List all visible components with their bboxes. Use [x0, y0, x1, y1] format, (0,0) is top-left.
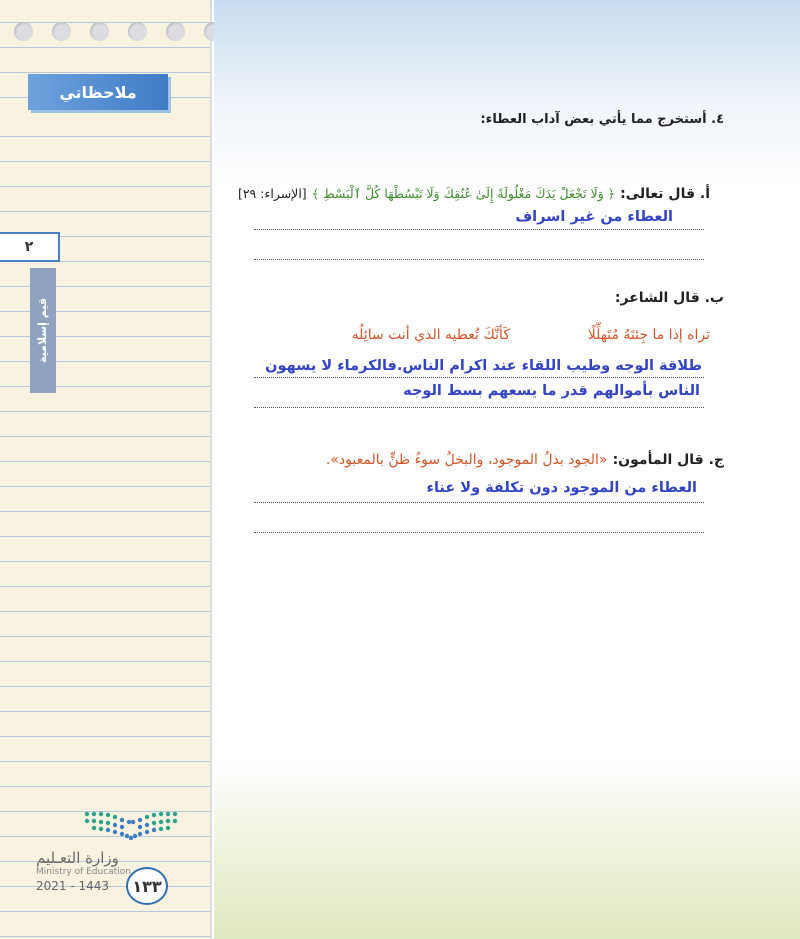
notes-sidebar	[0, 0, 212, 939]
ministry-logo-icon	[82, 808, 180, 848]
part-c-label: ج. قال المأمون:	[612, 452, 724, 468]
answer-line	[254, 377, 704, 378]
unit-title: قيم إسلامية	[36, 297, 50, 364]
binder-hole	[128, 22, 147, 41]
page-number: ١٣٣	[126, 867, 168, 905]
answer-line	[254, 229, 704, 230]
part-a-line	[238, 183, 710, 202]
part-c-answer: العطاء من الموجود دون تكلفة ولا عناء	[426, 480, 697, 496]
ministry-name-en: Ministry of Education	[36, 867, 131, 878]
poem-verse-left: كَأنَّكَ تُعطيه الذي أنت سائِلُه	[351, 327, 510, 343]
answer-line	[254, 532, 704, 533]
unit-number: ٢	[0, 232, 60, 262]
binder-hole	[166, 22, 185, 41]
ministry-name-ar: وزارة التعـليم	[36, 849, 119, 867]
binder-hole	[52, 22, 71, 41]
binder-hole	[14, 22, 33, 41]
unit-title-tab	[30, 268, 56, 393]
part-b-answer-line2: الناس بأموالهم قدر ما يسعهم بسط الوجه	[403, 383, 700, 399]
answer-line	[254, 407, 704, 408]
part-a-reference: [الإسراء: ٢٩]	[237, 186, 307, 201]
part-b-answer-line1: طلاقة الوجه وطيب اللقاء عند اكرام الناس.فالكرماء لا يسهون	[265, 358, 702, 374]
poem-verse-right: تراه إذا ما جِئتَهُ مُتَهلِّلًا	[587, 327, 710, 343]
main-content	[214, 0, 800, 939]
notes-title: ملاحظاتي	[28, 74, 168, 110]
part-a-verse: ﴿ وَلَا تَجْعَلْ يَدَكَ مَغْلُولَةً إِلَىٰ عُنُقِكَ وَلَا تَبْسُطْهَا كُلَّ ٱلْبَسْطِ ﴾	[311, 186, 616, 201]
question-heading: ٤. أستخرج مما يأتي بعض آداب العطاء:	[480, 112, 724, 127]
answer-line	[254, 502, 704, 503]
part-b-label: ب. قال الشاعر:	[614, 290, 724, 306]
part-c-line	[326, 449, 724, 468]
part-a-label: أ. قال تعالى:	[620, 186, 710, 202]
academic-year: 2021 - 1443	[36, 878, 110, 893]
part-a-answer: العطاء من غير اسراف	[515, 209, 673, 225]
binder-hole	[90, 22, 109, 41]
part-c-quote: «الجود بذلُ الموجود، والبخلُ سوءُ ظنٍّ بالمعبود».	[325, 452, 608, 468]
answer-line	[254, 259, 704, 260]
